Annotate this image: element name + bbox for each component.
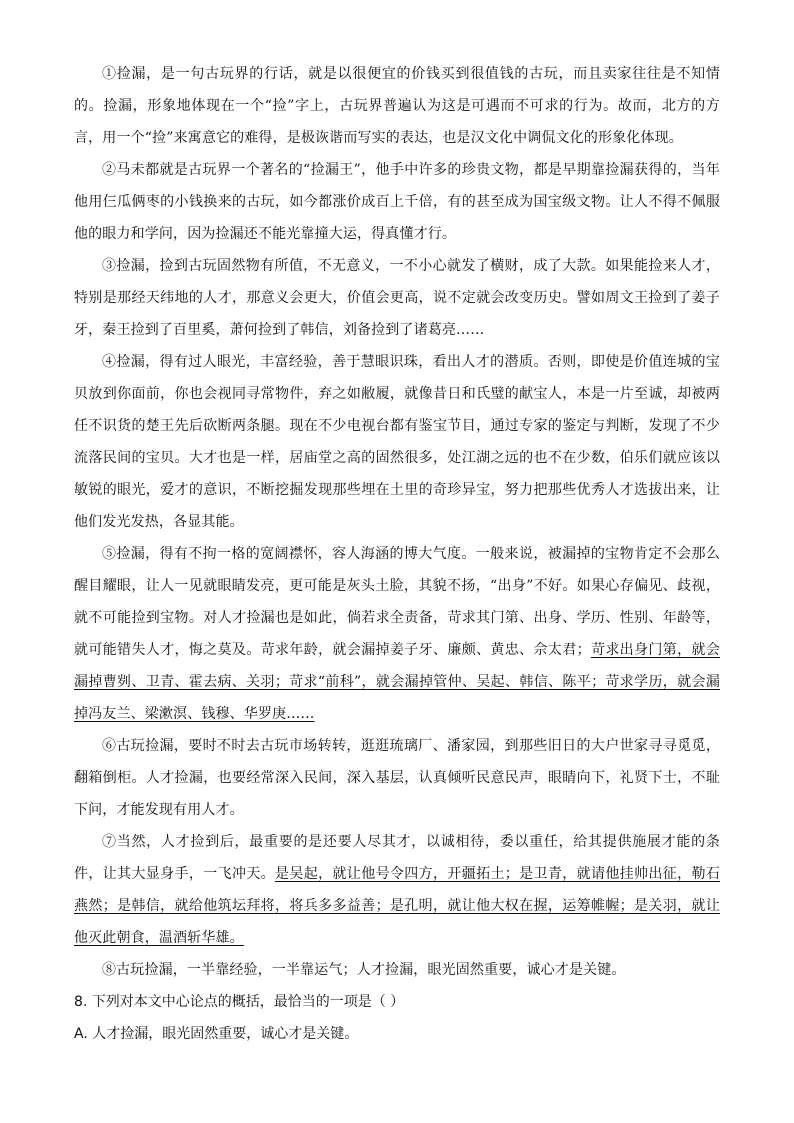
paragraph-3: ③捡漏，捡到古玩固然物有所值，不无意义，一不小心就发了横财，成了大款。如果能捡来人才，特别是那经天纬地的人才，那意义会更大，价值会更高，说不定就会改变历史。譬如周文王捡到了姜子牙，秦王捡到了百里奚，萧何捡到了韩信，刘备捡到了诸葛亮…… (74, 258, 720, 338)
underlined-sentence: 苛求出身门第，就会漏掉曹刿、卫青、霍去病、关羽；苛求“前科”，就会漏掉管仲、吴起、韩信、陈平；苛求学历，就会漏掉冯友兰、梁漱溟、钱穆、华罗庚…… (74, 642, 720, 722)
paragraph-5: ⑤捡漏，得有不拘一格的宽阔襟怀，容人海涵的博大气度。一般来说，被漏掉的宝物肯定不会那么醒目耀眼，让人一见就眼睛发亮，更可能是灰头土脸，其貌不扬，“出身”不好。如果心存偏见、歧视，就不可能捡到宝物。对人才捡漏也是如此，倘若求全责备，苛求其门第、出身、学历、性别、年龄等，就可能错失人才，悔之莫及。苛求年龄，就会漏掉姜子牙、廉颇、黄忠、佘太君；苛求出身门第，就会漏掉曹刿、卫青、霍去病、关羽；苛求“前科”，就会漏掉管仲、吴起、韩信、陈平；苛求学历，就会漏掉冯友兰、梁漱溟、钱穆、华罗庚…… (74, 546, 720, 722)
document-page (74, 58, 720, 1050)
paragraph-8: ⑧古玩捡漏，一半靠经验，一半靠运气；人才捡漏，眼光固然重要，诚心才是关键。 (102, 962, 626, 978)
question-stem: 8. 下列对本文中心论点的概括，最恰当的一项是（ ） (74, 994, 405, 1010)
paragraph-7: ⑦当然，人才捡到后，最重要的是还要人尽其才，以诚相待，委以重任，给其提供施展才能的条件，让其大显身手，一飞冲天。是吴起，就让他号令四方，开疆拓土；是卫青，就请他挂帅出征，勒石燕然；是韩信，就给他筑坛拜将，将兵多多益善；是孔明，就让他大权在握，运筹帷幄；是关羽，就让他灭此朝食，温酒斩华雄。 (74, 834, 720, 946)
paragraph-6: ⑥古玩捡漏，要时不时去古玩市场转转，逛逛琉璃厂、潘家园，到那些旧日的大户世家寻寻觅觅，翻箱倒柜。人才捡漏，也要经常深入民间，深入基层，认真倾听民意民声，眼睛向下，礼贤下士，不耻下问，才能发现有用人才。 (74, 738, 720, 818)
paragraph-1: ①捡漏，是一句古玩界的行话，就是以很便宜的价钱买到很值钱的古玩，而且卖家往往是不知情的。捡漏，形象地体现在一个“捡”字上，古玩界普遍认为这是可遇而不可求的行为。故而，北方的方言，用一个“捡”来寓意它的难得，是极诙谐而写实的表达，也是汉文化中调侃文化的形象化体现。 (74, 66, 720, 146)
underlined-sentence: 是吴起，就让他号令四方，开疆拓土；是卫青，就请他挂帅出征，勒石燕然；是韩信，就给他筑坛拜将，将兵多多益善；是孔明，就让他大权在握，运筹帷幄；是关羽，就让他灭此朝食，温酒斩华雄。 (74, 866, 720, 946)
paragraph-2: ②马未都就是古玩界一个著名的“捡漏王”，他手中许多的珍贵文物，都是早期靠捡漏获得的，当年他用仨瓜俩枣的小钱换来的古玩，如今都涨价成百上千倍，有的甚至成为国宝级文物。让人不得不佩服他的眼力和学问，因为捡漏还不能光靠撞大运，得真懂才行。 (74, 162, 720, 242)
option-a: A. 人才捡漏，眼光固然重要，诚心才是关键。 (74, 1026, 359, 1042)
paragraph-4: ④捡漏，得有过人眼光，丰富经验，善于慧眼识珠，看出人才的潜质。否则，即使是价值连城的宝贝放到你面前，你也会视同寻常物件，弃之如敝履，就像昔日和氏璧的献宝人，本是一片至诚，却被两任不识货的楚王先后砍断两条腿。现在不少电视台都有鉴宝节目，通过专家的鉴定与判断，发现了不少流落民间的宝贝。大才也是一样，居庙堂之高的固然很多，处江湖之远的也不在少数，伯乐们就应该以敏锐的眼光，爱才的意识，不断挖掘发现那些埋在土里的奇珍异宝，努力把那些优秀人才选拔出来，让他们发光发热，各显其能。 (74, 354, 720, 530)
